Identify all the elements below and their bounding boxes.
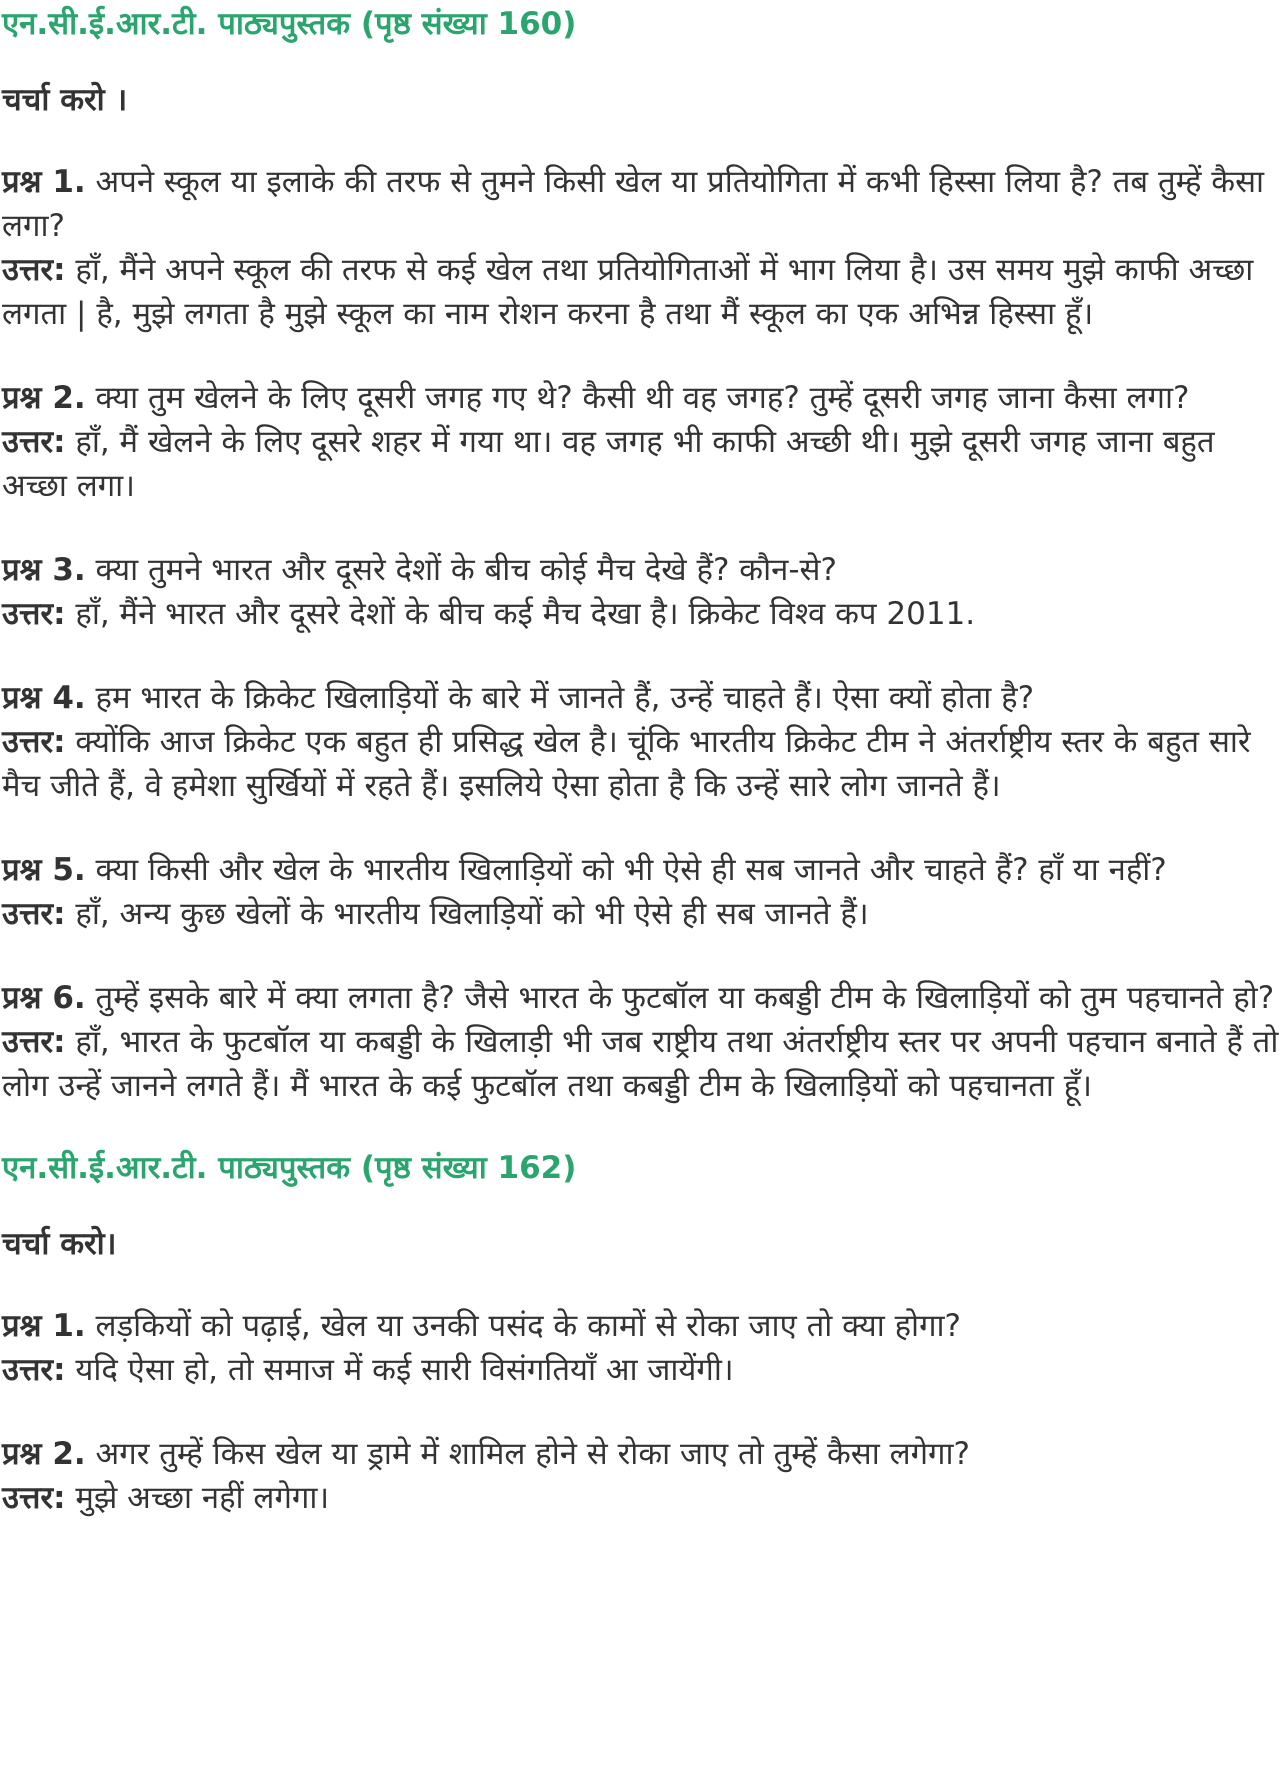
answer-label: उत्तर: <box>2 1352 66 1388</box>
answer <box>2 1348 1282 1392</box>
answer <box>2 720 1282 808</box>
qa-item <box>2 548 1282 636</box>
question-label: प्रश्न 3. <box>2 552 86 588</box>
qa-item <box>2 848 1282 936</box>
answer-label: उत्तर: <box>2 896 66 932</box>
question-text: हम भारत के क्रिकेट खिलाड़ियों के बारे में जानते हैं, उन्हें चाहते हैं। ऐसा क्यों होता है? <box>85 680 1035 716</box>
question <box>2 548 1282 592</box>
question-label: प्रश्न 2. <box>2 380 86 416</box>
answer-text: क्योंकि आज क्रिकेट एक बहुत ही प्रसिद्ध खेल है। चूंकि भारतीय क्रिकेट टीम ने अंतर्राष्ट्रीय स्तर के बहुत सारे मैच जीते हैं, वे हमेशा सुर्खियों में रहते हैं। इसलिये ऐसा होता है कि उन्हें सारे लोग जानते हैं। <box>2 724 1251 804</box>
answer <box>2 420 1282 508</box>
answer <box>2 248 1282 336</box>
qa-item <box>2 676 1282 808</box>
question-label: प्रश्न 1. <box>2 164 86 200</box>
discuss-heading: चर्चा करो। <box>2 1226 117 1262</box>
section-page-162 <box>2 1148 1282 1520</box>
question-text: तुम्हें इसके बारे में क्या लगता है? जैसे भारत के फुटबॉल या कबड्डी टीम के खिलाड़ियों को तुम पहचानते हो? <box>85 980 1275 1016</box>
question-label: प्रश्न 1. <box>2 1308 86 1344</box>
answer <box>2 1020 1282 1108</box>
answer-label: उत्तर: <box>2 424 66 460</box>
qa-item <box>2 1304 1282 1392</box>
question <box>2 676 1282 720</box>
answer-label: उत्तर: <box>2 724 66 760</box>
answer-text: हाँ, भारत के फुटबॉल या कबड्डी के खिलाड़ी भी जब राष्ट्रीय तथा अंतर्राष्ट्रीय स्तर पर अपनी पहचान बनाते हैं तो लोग उन्हें जानने लगते हैं। मैं भारत के कई फुटबॉल तथा कबड्डी टीम के खिलाड़ियों को पहचानता हूँ। <box>2 1024 1279 1104</box>
qa-item <box>2 976 1282 1108</box>
question-text: क्या तुमने भारत और दूसरे देशों के बीच कोई मैच देखे हैं? कौन-से? <box>85 552 837 588</box>
question-label: प्रश्न 4. <box>2 680 86 716</box>
question-text: अगर तुम्हें किस खेल या ड्रामे में शामिल होने से रोका जाए तो तुम्हें कैसा लगेगा? <box>85 1436 970 1472</box>
answer-label: उत्तर: <box>2 1024 66 1060</box>
question-text: लड़कियों को पढ़ाई, खेल या उनकी पसंद के कामों से रोका जाए तो क्या होगा? <box>85 1308 962 1344</box>
question-label: प्रश्न 6. <box>2 980 86 1016</box>
answer-text: हाँ, अन्य कुछ खेलों के भारतीय खिलाड़ियों को भी ऐसे ही सब जानते हैं। <box>65 896 869 932</box>
answer-label: उत्तर: <box>2 252 66 288</box>
question <box>2 976 1282 1020</box>
question-text: क्या तुम खेलने के लिए दूसरी जगह गए थे? कैसी थी वह जगह? तुम्हें दूसरी जगह जाना कैसा लगा? <box>85 380 1190 416</box>
question-text: क्या किसी और खेल के भारतीय खिलाड़ियों को भी ऐसे ही सब जानते और चाहते हैं? हाँ या नहीं? <box>85 852 1167 888</box>
question <box>2 848 1282 892</box>
answer-text: हाँ, मैंने भारत और दूसरे देशों के बीच कई मैच देखा है। क्रिकेट विश्व कप 2011. <box>65 596 976 632</box>
question <box>2 376 1282 420</box>
question <box>2 1432 1282 1476</box>
answer-text: यदि ऐसा हो, तो समाज में कई सारी विसंगतियाँ आ जायेंगी। <box>65 1352 734 1388</box>
section-page-160 <box>2 4 1282 1108</box>
qa-item <box>2 376 1282 508</box>
answer <box>2 892 1282 936</box>
answer <box>2 1476 1282 1520</box>
qa-item <box>2 160 1282 336</box>
question <box>2 160 1282 248</box>
discuss-heading: चर्चा करो । <box>2 82 128 118</box>
answer <box>2 592 1282 636</box>
section-heading: एन.सी.ई.आर.टी. पाठ्यपुस्तक (पृष्ठ संख्या 160) <box>2 6 577 42</box>
answer-label: उत्तर: <box>2 596 66 632</box>
answer-text: हाँ, मैंने अपने स्कूल की तरफ से कई खेल तथा प्रतियोगिताओं में भाग लिया है। उस समय मुझे काफी अच्छा लगता | है, मुझे लगता है मुझे स्कूल का नाम रोशन करना है तथा मैं स्कूल का एक अभिन्न हिस्सा हूँ। <box>2 252 1254 332</box>
answer-text: मुझे अच्छा नहीं लगेगा। <box>65 1480 330 1516</box>
question-label: प्रश्न 2. <box>2 1436 86 1472</box>
question-text: अपने स्कूल या इलाके की तरफ से तुमने किसी खेल या प्रतियोगिता में कभी हिस्सा लिया है? तब तुम्हें कैसा लगा? <box>2 164 1265 244</box>
answer-text: हाँ, मैं खेलने के लिए दूसरे शहर में गया था। वह जगह भी काफी अच्छी थी। मुझे दूसरी जगह जाना बहुत अच्छा लगा। <box>2 424 1215 504</box>
section-heading: एन.सी.ई.आर.टी. पाठ्यपुस्तक (पृष्ठ संख्या 162) <box>2 1150 577 1186</box>
question <box>2 1304 1282 1348</box>
qa-item <box>2 1432 1282 1520</box>
answer-label: उत्तर: <box>2 1480 66 1516</box>
question-label: प्रश्न 5. <box>2 852 86 888</box>
